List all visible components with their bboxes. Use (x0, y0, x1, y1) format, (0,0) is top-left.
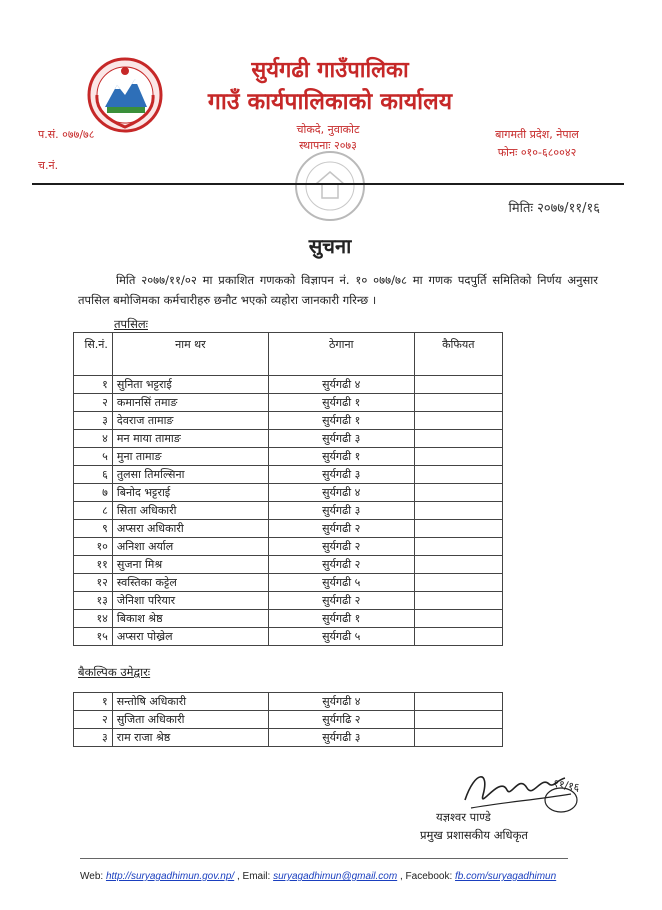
selected-candidates-table (73, 332, 503, 646)
row-address: सुर्यगढी ४ (268, 484, 414, 502)
row-address: सुर्यगढी ४ (268, 376, 414, 394)
table-row (74, 448, 503, 466)
row-serial-number: १३ (74, 592, 113, 610)
row-serial-number: १४ (74, 610, 113, 628)
website-link[interactable]: http://suryagadhimun.gov.np/ (105, 871, 235, 882)
office-name: गाउँ कार्यपालिकाको कार्यालय (207, 89, 453, 115)
row-serial-number: १ (74, 376, 113, 394)
table-row (74, 376, 503, 394)
notice-body (78, 270, 598, 310)
table-row (74, 412, 503, 430)
row-address: सुर्यगढी २ (268, 520, 414, 538)
row-remarks (414, 610, 502, 628)
table-row (74, 394, 503, 412)
table-row (74, 610, 503, 628)
row-name: सुजिता अधिकारी (112, 711, 268, 729)
row-name: बिकाश श्रेष्ठ (112, 610, 268, 628)
web-label: Web: (80, 871, 104, 882)
row-address: सुर्यगढी २ (268, 538, 414, 556)
alternate-label: बैकल्पिक उमेद्वारः (78, 665, 151, 679)
row-serial-number: ३ (74, 729, 113, 747)
row-name: अप्सरा अधिकारी (112, 520, 268, 538)
email-label: , Email: (236, 871, 271, 882)
row-remarks (414, 520, 502, 538)
table-row (74, 711, 503, 729)
table-row (74, 430, 503, 448)
row-serial-number: ६ (74, 466, 113, 484)
row-remarks (414, 711, 502, 729)
row-address: सुर्यगढी २ (268, 592, 414, 610)
row-remarks (414, 430, 502, 448)
list-label: तपसिलः (114, 317, 148, 331)
row-address: सुर्यगढि २ (268, 711, 414, 729)
table-row (74, 693, 503, 711)
row-serial-number: ९ (74, 520, 113, 538)
row-serial-number: १० (74, 538, 113, 556)
row-name: सुजना मिश्र (112, 556, 268, 574)
row-remarks (414, 693, 502, 711)
row-name: सन्तोषि अधिकारी (112, 693, 268, 711)
facebook-link[interactable]: fb.com/suryagadhimun (455, 871, 557, 882)
table-header-row (74, 333, 503, 376)
established-year: स्थापनाः २०७३ (299, 139, 357, 152)
office-address: चोकदे, नुवाकोट (296, 123, 360, 136)
row-remarks (414, 412, 502, 430)
province-label: बागमती प्रदेश, नेपाल (495, 128, 579, 141)
row-remarks (414, 484, 502, 502)
col-header-name: नाम थर (112, 333, 268, 376)
reference-number: प.सं. ०७७/७८ (38, 128, 95, 141)
row-address: सुर्यगढी २ (268, 556, 414, 574)
row-name: तुलसा तिमल्सिना (112, 466, 268, 484)
col-header-sn: सि.नं. (74, 333, 113, 376)
row-name: देवराज तामाङ (112, 412, 268, 430)
row-name: बिनोद भट्टराई (112, 484, 268, 502)
notice-body-text: मिति २०७७/११/०२ मा प्रकाशित गणकको विज्ञापन नं. १० ०७७/७८ मा गणक पदपुर्ति समितिको निर्णय अनुसार तपसिल बमोजिमका कर्मचारीहरु छनौट भएको व्यहोरा जानकारी गरिन्छ । (78, 273, 598, 307)
row-serial-number: १५ (74, 628, 113, 646)
table-row (74, 484, 503, 502)
header-divider (32, 183, 624, 185)
row-serial-number: २ (74, 394, 113, 412)
row-name: अनिशा अर्याल (112, 538, 268, 556)
office-stamp-icon (280, 136, 380, 236)
row-address: सुर्यगढी १ (268, 412, 414, 430)
dispatch-number: च.नं. (38, 159, 59, 172)
table-row (74, 520, 503, 538)
row-name: स्वस्तिका कट्टेल (112, 574, 268, 592)
table-row (74, 502, 503, 520)
row-address: सुर्यगढी ३ (268, 430, 414, 448)
alternate-candidates-table (73, 692, 503, 747)
row-address: सुर्यगढी १ (268, 448, 414, 466)
signature-date: ११/१६ (552, 776, 581, 795)
email-link[interactable]: suryagadhimun@gmail.com (273, 871, 398, 882)
row-name: अप्सरा पोख्रेल (112, 628, 268, 646)
table-row (74, 729, 503, 747)
row-address: सुर्यगढी १ (268, 394, 414, 412)
row-name: सुनिता भट्टराई (112, 376, 268, 394)
row-serial-number: १२ (74, 574, 113, 592)
row-address: सुर्यगढी ३ (268, 502, 414, 520)
row-name: मुना तामाङ (112, 448, 268, 466)
facebook-label: , Facebook: (399, 871, 453, 882)
row-name: जेनिशा परियार (112, 592, 268, 610)
col-header-address: ठेगाना (268, 333, 414, 376)
footer-divider (80, 858, 568, 859)
notice-heading: सुचना (308, 234, 352, 258)
signatory-title: प्रमुख प्रशासकीय अधिकृत (420, 828, 528, 842)
row-remarks (414, 592, 502, 610)
row-remarks (414, 448, 502, 466)
row-remarks (414, 466, 502, 484)
notice-date: मितिः २०७७/११/१६ (508, 201, 600, 216)
row-serial-number: ११ (74, 556, 113, 574)
signatory-name: यज्ञश्वर पाण्डे (436, 810, 491, 824)
row-serial-number: ८ (74, 502, 113, 520)
row-address: सुर्यगढी ३ (268, 729, 414, 747)
row-serial-number: १ (74, 693, 113, 711)
row-serial-number: ७ (74, 484, 113, 502)
row-remarks (414, 538, 502, 556)
row-address: सुर्यगढी ५ (268, 628, 414, 646)
row-name: राम राजा श्रेष्ठ (112, 729, 268, 747)
municipality-name: सुर्यगढी गाउँपालिका (251, 58, 409, 83)
col-header-remarks: कैफियत (414, 333, 502, 376)
row-address: सुर्यगढी ४ (268, 693, 414, 711)
row-name: कमानसिं तमाङ (112, 394, 268, 412)
phone-number: फोनः ०१०-६८००४२ (497, 146, 577, 159)
row-name: मन माया तामाङ (112, 430, 268, 448)
row-remarks (414, 628, 502, 646)
row-address: सुर्यगढी ५ (268, 574, 414, 592)
row-remarks (414, 556, 502, 574)
row-name: सिता अधिकारी (112, 502, 268, 520)
footer-contacts (80, 871, 580, 882)
table-row (74, 538, 503, 556)
row-serial-number: २ (74, 711, 113, 729)
row-serial-number: ५ (74, 448, 113, 466)
row-remarks (414, 394, 502, 412)
row-serial-number: ३ (74, 412, 113, 430)
table-row (74, 574, 503, 592)
table-row (74, 628, 503, 646)
row-remarks (414, 729, 502, 747)
row-remarks (414, 502, 502, 520)
table-row (74, 466, 503, 484)
row-remarks (414, 574, 502, 592)
table-row (74, 592, 503, 610)
row-remarks (414, 376, 502, 394)
row-address: सुर्यगढी ३ (268, 466, 414, 484)
table-row (74, 556, 503, 574)
row-address: सुर्यगढी १ (268, 610, 414, 628)
row-serial-number: ४ (74, 430, 113, 448)
